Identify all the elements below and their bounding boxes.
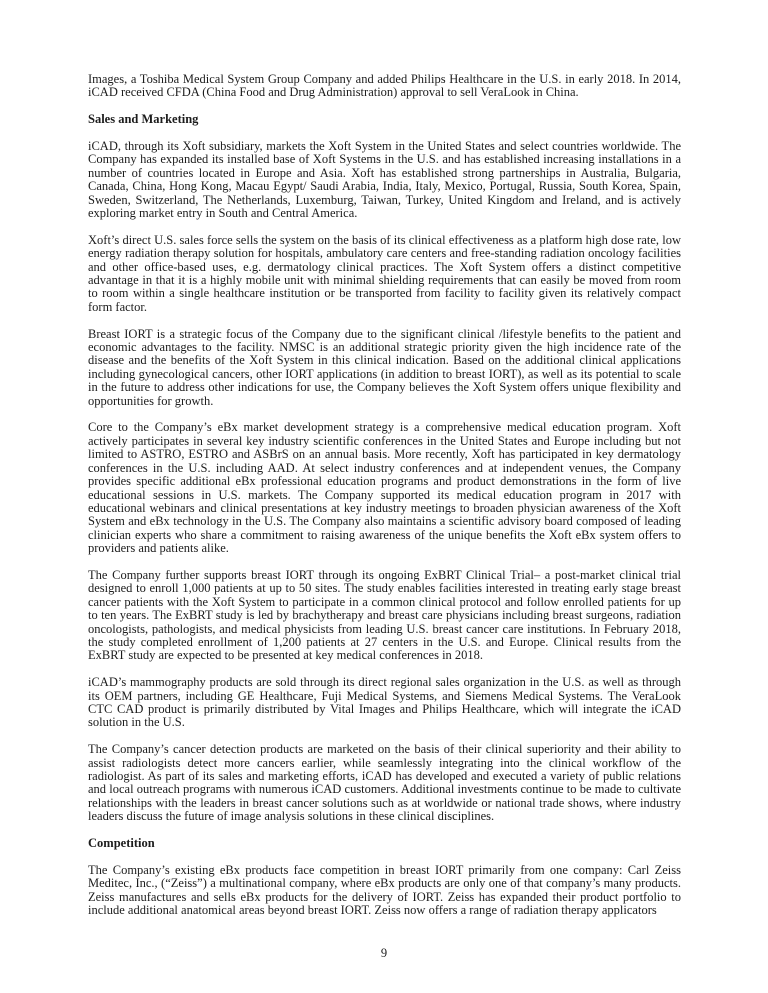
heading-sales-and-marketing: Sales and Marketing: [88, 112, 199, 127]
paragraph-cancer-detection-marketing: The Company’s cancer detection products are marketed on the basis of their clinical superiority and their ability to assist radiologists detect more cancers earlier, while seamlessly integrating into the clinical workflow of the radiologist. As part of its sales and marketing efforts, iCAD has developed and executed a variety of public relations and local outreach programs with numerous iCAD customers. Additional investments continue to be made to cultivate relationships with the leaders in breast cancer solutions such as at worldwide or national trade shows, where industry leaders discuss the future of image analysis solutions in these clinical disciplines.: [88, 742, 681, 824]
paragraph-intro-continuation: Images, a Toshiba Medical System Group Company and added Philips Healthcare in the U.S. in early 2018. In 2014, iCAD received CFDA (China Food and Drug Administration) approval to sell VeraLook in China.: [88, 72, 681, 100]
paragraph-exbrt-trial: The Company further supports breast IORT through its ongoing ExBRT Clinical Trial– a post-market clinical trial designed to enroll 1,000 patients at up to 50 sites. The study enables facilities interested in treating early stage breast cancer patients with the Xoft System to participate in a common clinical protocol and follow enrolled patients for up to ten years. The ExBRT study is led by brachytherapy and breast care physicians including breast surgeons, radiation oncologists, pathologists, and medical physicists from leading U.S. breast cancer care institutions. In February 2018, the study completed enrollment of 1,200 patients at 27 centers in the U.S. and Europe. Clinical results from the ExBRT study are expected to be presented at key medical conferences in 2018.: [88, 567, 681, 663]
document-body: [88, 73, 681, 931]
paragraph-xoft-markets: iCAD, through its Xoft subsidiary, markets the Xoft System in the United States and select countries worldwide. The Company has expanded its installed base of Xoft Systems in the U.S. and has established increasing installations in a number of countries located in Europe and Asia. Xoft has established strong partnerships in Australia, Bulgaria, Canada, China, Hong Kong, Macau Egypt/ Saudi Arabia, India, Italy, Mexico, Portugal, Russia, South Korea, Spain, Sweden, Switzerland, The Netherlands, Luxemburg, Taiwan, Turkey, United Kingdom and Ireland, and is actively exploring market entry in South and Central America.: [88, 139, 681, 221]
paragraph-xoft-sales-force: Xoft’s direct U.S. sales force sells the system on the basis of its clinical effectiveness as a platform high dose rate, low energy radiation therapy solution for hospitals, ambulatory care centers and free-standing radiation oncology facilities and other office-based uses, e.g. dermatology clinical practices. The Xoft System offers a distinct competitive advantage in that it is a highly mobile unit with minimal shielding requirements that can easily be moved from room to room within a single healthcare institution or be transported from facility to facility given its relatively compact form factor.: [88, 232, 681, 314]
paragraph-mammography-sales: iCAD’s mammography products are sold through its direct regional sales organization in the U.S. as well as through its OEM partners, including GE Healthcare, Fuji Medical Systems, and Siemens Medical Systems. The VeraLook CTC CAD product is primarily distributed by Vital Images and Philips Healthcare, which will integrate the iCAD solution in the U.S.: [88, 675, 681, 730]
page-number: 9: [380, 946, 388, 960]
paragraph-ebx-education: Core to the Company’s eBx market development strategy is a comprehensive medical education program. Xoft actively participates in several key industry scientific conferences in the United States and Europe including but not limited to ASTRO, ESTRO and ASBrS on an annual basis. More recently, Xoft has participated in key dermatology conferences in the U.S. including AAD. At select industry conferences and at independent venues, the Company provides specific additional eBx professional education programs and product demonstrations in the form of live educational sessions in U.S. markets. The Company supported its medical education program in 2017 with educational webinars and clinical presentations at key industry meetings to broaden physician awareness of the Xoft System and eBx technology in the U.S. The Company also maintains a scientific advisory board composed of leading clinician experts who share a commitment to raising awareness of the unique benefits the Xoft eBx system offers to providers and patients alike.: [88, 420, 681, 556]
heading-competition: Competition: [88, 836, 155, 851]
paragraph-zeiss-competition: The Company’s existing eBx products face competition in breast IORT primarily from one company: Carl Zeiss Meditec, Inc., (“Zeiss”) a multinational company, where eBx products are only one of that company’s many products. Zeiss manufactures and sells eBx products for the delivery of IORT. Zeiss has expanded their product portfolio to include additional anatomical areas beyond breast IORT. Zeiss now offers a range of radiation therapy applicators: [88, 862, 681, 918]
paragraph-breast-iort-focus: Breast IORT is a strategic focus of the Company due to the significant clinical /lifestyle benefits to the patient and economic advantages to the facility. NMSC is an additional strategic priority given the high incidence rate of the disease and the benefits of the Xoft System in this clinical indication. Based on the additional clinical applications including gynecological cancers, other IORT applications (in addition to breast IORT), as well as its potential to scale in the future to address other indications for use, the Company believes the Xoft System offers unique flexibility and opportunities for growth.: [88, 326, 681, 408]
